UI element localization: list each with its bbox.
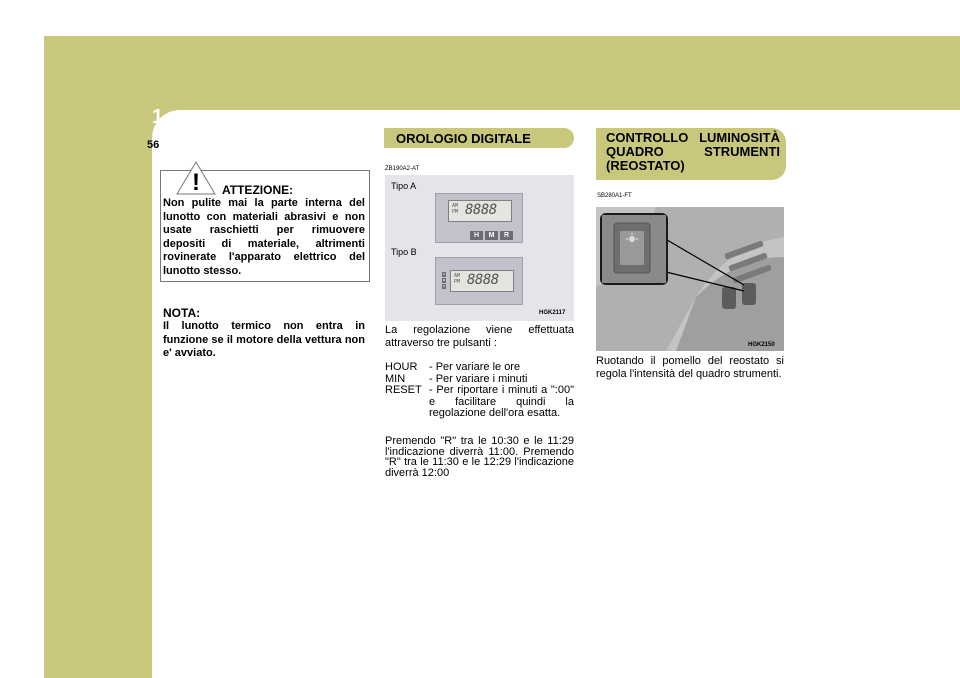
list-item xyxy=(385,385,574,420)
ampm-indicator: AM PM xyxy=(452,203,459,215)
clock-digits: 8888 xyxy=(465,202,497,218)
clock-section-title: OROLOGIO DIGITALE xyxy=(384,128,574,148)
clock-display-b xyxy=(450,270,514,292)
page-number: 56 xyxy=(147,139,160,151)
reset-explanation-text: Premendo "R" tra le 10:30 e le 11:29 l'indicazione diverrà 11:00. Premendo "R" tra le 11:30 e le 12:29 l'indicazione diverrà 12:00 xyxy=(385,435,574,479)
clock-side-buttons xyxy=(442,272,446,290)
clock-buttons xyxy=(470,231,513,240)
clock-unit-type-b xyxy=(435,257,523,305)
label-tipo-b: Tipo B xyxy=(391,247,417,257)
definition-term: RESET xyxy=(385,384,422,396)
side-minute-button: M xyxy=(442,278,446,282)
definition-term: HOUR xyxy=(385,361,418,373)
clock-digits: 8888 xyxy=(467,272,499,288)
warning-text: Non pulite mai la parte interna del lunotto con materiali abrasivi e non usate raschietti per rimuovere depositi di materiale, altrimenti rovinerate l'apparato elettrico del lunotto stesso. xyxy=(163,197,365,277)
clock-display-a xyxy=(448,200,512,222)
brightness-section-code: SB280A1-FT xyxy=(597,193,632,199)
ampm-indicator: AM PM xyxy=(454,273,461,285)
button-definition-list xyxy=(385,362,574,420)
definition-term: MIN xyxy=(385,372,406,385)
clock-section-code: ZB190A2-AT xyxy=(385,166,420,172)
dimmer-figure-code: HGK2150 xyxy=(748,342,775,348)
hour-button: H xyxy=(470,231,483,240)
dimmer-figure xyxy=(596,207,784,351)
dimmer-knob-icon xyxy=(602,215,666,283)
warning-triangle-icon xyxy=(175,160,217,196)
warning-title: ATTEZIONE: xyxy=(222,183,294,197)
chapter-number: 1 xyxy=(152,106,164,128)
definition-description: - Per riportare i minuti a ":00" e facilitare quindi la regolazione dell'ora esatta. xyxy=(429,384,574,419)
dimmer-switch-closeup xyxy=(600,213,668,285)
list-item xyxy=(385,362,574,374)
clock-intro-text: La regolazione viene effettuata attraverso tre pulsanti : xyxy=(385,324,574,349)
note-text: Il lunotto termico non entra in funzione se il motore della vettura non e' avviato. xyxy=(163,320,365,360)
brightness-text: Ruotando il pomello del reostato si regola l'intensità del quadro strumenti. xyxy=(596,355,784,380)
definition-description: - Per variare le ore xyxy=(429,361,521,373)
chapter-title: CARATTERISTICHE DELLA VETTURA xyxy=(166,114,316,123)
note-title: NOTA: xyxy=(163,306,201,320)
reset-button: R xyxy=(500,231,513,240)
clock-figure-code: HGK2117 xyxy=(539,310,566,316)
minute-button: M xyxy=(485,231,498,240)
clock-unit-type-a xyxy=(435,193,523,243)
svg-text:!: ! xyxy=(192,169,200,196)
brightness-section-title: CONTROLLO LUMINOSITÀ QUADRO STRUMENTI (REOSTATO) xyxy=(596,128,786,180)
clock-figure xyxy=(385,175,574,321)
definition-description: - Per variare i minuti xyxy=(429,372,528,385)
label-tipo-a: Tipo A xyxy=(391,181,417,191)
side-reset-button: R xyxy=(442,284,446,288)
side-hour-button: H xyxy=(442,272,446,276)
